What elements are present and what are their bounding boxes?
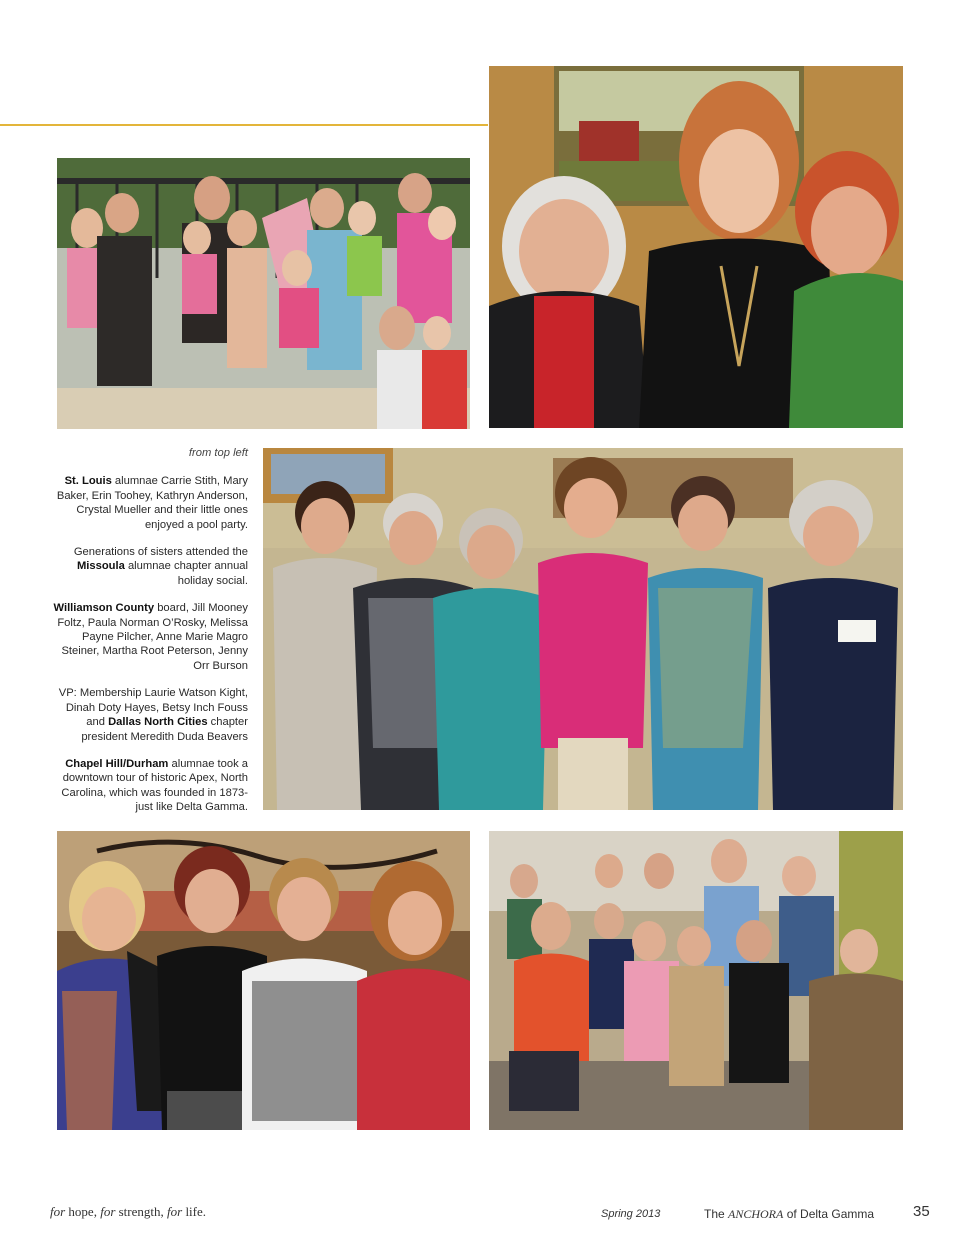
magazine-name: ANCHORA — [728, 1207, 784, 1221]
caption-williamson-chapter: Williamson County — [53, 602, 155, 615]
caption-st-louis — [52, 474, 248, 532]
caption-dallas — [52, 686, 248, 744]
caption-dallas-post: chapter president Meredith Duda Beavers — [81, 716, 248, 743]
photo-chapel-hill-durham — [489, 831, 903, 1130]
caption-missoula-pre: Generations of sisters attended the — [73, 546, 248, 559]
caption-chapel-hill — [52, 757, 248, 815]
photo-dallas-north-cities — [57, 831, 470, 1130]
caption-missoula-chapter: Missoula — [76, 560, 125, 573]
caption-dallas-chapter: Dallas North Cities — [108, 716, 208, 729]
photo-st-louis-pool-party — [57, 158, 470, 429]
tagline-for-1: for — [50, 1204, 66, 1219]
tagline-strength: strength, — [115, 1204, 168, 1219]
gold-divider-rule — [0, 124, 488, 126]
caption-missoula-post: alumnae chapter annual holiday social. — [124, 560, 248, 587]
caption-chapel-hill-chapter: Chapel Hill/Durham — [65, 757, 169, 770]
caption-williamson — [52, 601, 248, 673]
magazine-the: The — [704, 1207, 729, 1221]
caption-st-louis-chapter: St. Louis — [64, 475, 112, 488]
photo-williamson-county-board — [263, 448, 903, 810]
captions-lead: from top left — [188, 447, 248, 459]
tagline-for-2: for — [100, 1204, 116, 1219]
photo-missoula-holiday-social — [489, 66, 903, 428]
caption-missoula — [52, 545, 248, 588]
page-number: 35 — [913, 1203, 930, 1220]
footer-magazine-title — [704, 1207, 874, 1222]
tagline-hope: hope, — [65, 1204, 101, 1219]
caption-chapel-hill-text: alumnae took a downtown tour of historic Apex, North Carolina, which was founded in 1873-just like Delta Gamma. — [61, 757, 248, 814]
tagline-for-3: for — [167, 1204, 183, 1219]
footer-issue-date: Spring 2013 — [601, 1208, 661, 1220]
magazine-of: of Delta Gamma — [783, 1207, 875, 1221]
footer-tagline — [50, 1204, 206, 1220]
caption-dallas-pre: VP: Membership Laurie Watson Kight, Dinah Doty Hayes, Betsy Inch Fouss and — [58, 687, 248, 729]
caption-st-louis-text: alumnae Carrie Stith, Mary Baker, Erin Toohey, Kathryn Anderson, Crystal Mueller and their little ones enjoyed a pool party. — [56, 475, 248, 531]
photo-captions — [52, 446, 248, 828]
tagline-life: life. — [182, 1204, 207, 1219]
caption-williamson-text: board, Jill Mooney Foltz, Paula Norman O’Rosky, Melissa Payne Pilcher, Anne Marie Magro Steiner, Martha Root Peterson, Jenny Orr Burson — [57, 602, 248, 672]
